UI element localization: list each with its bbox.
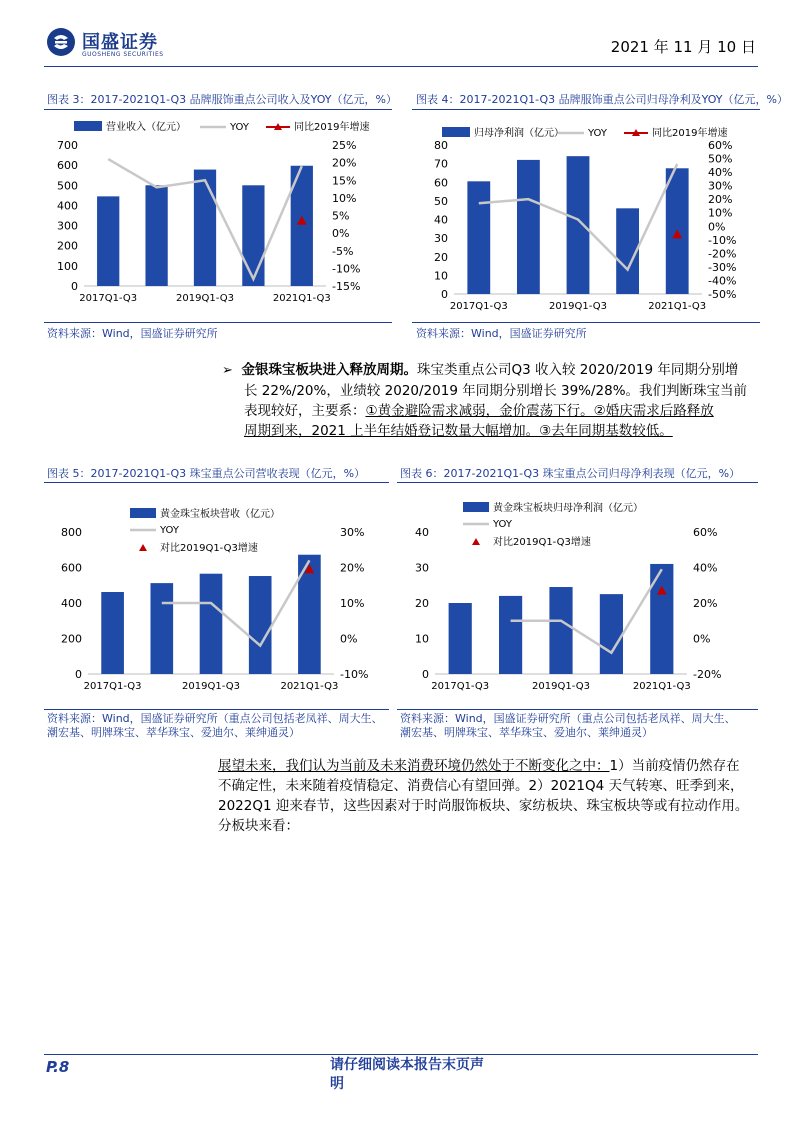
fig4-y2-tick: 60% <box>708 139 733 152</box>
page-number: P.8 <box>46 1058 70 1076</box>
figure-4-chart <box>412 111 760 316</box>
fig3-y2-tick: 0% <box>332 227 350 241</box>
fig5-bar <box>249 576 272 674</box>
fig3-y-tick: 100 <box>57 259 78 273</box>
outlook-line1a: 展望未来，我们认为当前及未来消费环境仍然处于不断变化之中： <box>218 758 610 774</box>
figure-4-title-rule <box>412 109 760 110</box>
fig6-y2-tick: 60% <box>693 526 718 539</box>
fig4-y2-tick: 0% <box>708 220 726 234</box>
fig6-x-tick: 2021Q1-Q3 <box>632 681 691 692</box>
figure-6-bottom-rule <box>397 709 758 710</box>
fig3-y2-tick: -10% <box>332 262 361 276</box>
fig5-bar <box>101 592 124 674</box>
logo-subtext: GUOSHENG SECURITIES <box>82 51 164 58</box>
fig6-y-tick: 30 <box>415 561 429 575</box>
fig6-y2-tick: 40% <box>693 561 718 575</box>
fig6-x-tick: 2019Q1-Q3 <box>532 681 590 692</box>
fig6-legend-marker-swatch <box>472 538 480 545</box>
fig3-y-tick: 400 <box>57 199 78 213</box>
fig3-legend-marker-label: 同比2019年增速 <box>294 122 370 133</box>
jewelry-line3a: 表现较好，主要系： <box>244 403 366 419</box>
fig5-y-tick: 800 <box>61 526 82 539</box>
fig4-y-tick: 50 <box>434 194 448 208</box>
fig5-legend-marker-label: 对比2019Q1-Q3增速 <box>160 543 258 554</box>
fig4-y-tick: 80 <box>434 139 448 152</box>
fig3-y2-tick: -15% <box>332 280 361 293</box>
fig3-legend-line-label: YOY <box>230 122 249 133</box>
fig5-legend-bar-swatch <box>130 508 156 518</box>
fig5-y2-tick: 10% <box>340 597 365 610</box>
figure-3-chart <box>44 111 392 316</box>
fig5-y-tick: 600 <box>61 561 82 575</box>
outlook-line1b: 1）当前疫情仍然存在 <box>609 758 740 774</box>
fig3-y2-tick: -5% <box>332 244 354 258</box>
figure-6-chart <box>397 488 758 706</box>
fig4-y2-tick: -50% <box>708 288 737 301</box>
fig4-y2-tick: -30% <box>708 260 737 274</box>
fig5-x-tick: 2021Q1-Q3 <box>280 681 339 692</box>
fig4-legend-line-label: YOY <box>588 128 607 139</box>
fig5-y2-tick: 0% <box>340 632 358 646</box>
figure-3-title: 图表 3：2017-2021Q1-Q3 品牌服饰重点公司收入及YOY（亿元，%） <box>47 93 397 106</box>
fig4-bar <box>517 160 540 294</box>
fig4-x-tick: 2019Q1-Q3 <box>549 301 607 312</box>
fig3-x-tick: 2019Q1-Q3 <box>176 293 234 304</box>
fig3-x-tick: 2021Q1-Q3 <box>272 293 331 304</box>
fig4-legend-bar-label: 归母净利润（亿元） <box>474 128 564 139</box>
fig3-y-tick: 300 <box>57 219 78 233</box>
figure-4-title: 图表 4：2017-2021Q1-Q3 品牌服饰重点公司归母净利及YOY（亿元，%） <box>416 93 788 106</box>
fig3-y-tick: 700 <box>57 139 78 152</box>
fig4-y2-tick: 30% <box>708 179 733 193</box>
fig4-y2-tick: 10% <box>708 206 733 220</box>
bullet-arrow-icon: ➢ <box>222 363 233 378</box>
fig5-legend-line-label: YOY <box>160 525 179 536</box>
fig4-y-tick: 60 <box>434 176 448 190</box>
fig6-bar <box>499 596 522 674</box>
fig6-legend-line-label: YOY <box>493 519 512 530</box>
fig4-y-tick: 40 <box>434 213 448 227</box>
fig3-x-tick: 2017Q1-Q3 <box>79 293 138 304</box>
fig3-bar <box>194 170 216 286</box>
fig5-bar <box>200 574 223 674</box>
fig5-y2-tick: 30% <box>340 526 365 539</box>
fig3-y-tick: 500 <box>57 179 78 193</box>
fig5-bar <box>150 583 173 674</box>
fig6-y-tick: 0 <box>422 668 429 681</box>
fig4-y2-tick: 50% <box>708 152 733 166</box>
fig4-bar <box>567 156 590 294</box>
jewelry-line4: 周期到来，2021 上半年结婚登记数量大幅增加。③去年同期基数较低。 <box>244 423 673 439</box>
fig3-bar <box>145 185 167 286</box>
fig4-y-tick: 10 <box>434 269 448 283</box>
fig3-y-tick: 0 <box>71 280 78 293</box>
fig4-bar <box>467 181 490 294</box>
fig5-yoy-line <box>162 560 310 645</box>
fig6-y2-tick: -20% <box>693 668 722 681</box>
fig4-legend-marker-label: 同比2019年增速 <box>652 128 728 139</box>
fig5-y-tick: 400 <box>61 597 82 610</box>
fig3-y2-tick: 15% <box>332 174 357 188</box>
fig6-legend-bar-swatch <box>463 502 489 512</box>
figure-5-title-rule <box>44 482 389 483</box>
figure-6-title: 图表 6：2017-2021Q1-Q3 珠宝重点公司归母净利表现（亿元，%） <box>400 467 741 480</box>
fig3-y2-tick: 10% <box>332 191 357 205</box>
figure-6-source <box>400 712 736 740</box>
figure-5-source-line1: 资料来源：Wind，国盛证券研究所（重点公司包括老凤祥、周大生、 <box>47 712 383 725</box>
figure-6-source-line1: 资料来源：Wind，国盛证券研究所（重点公司包括老凤祥、周大生、 <box>400 712 736 725</box>
figure-4-bottom-rule <box>412 322 760 323</box>
figure-3-source: 资料来源：Wind，国盛证券研究所 <box>47 327 218 340</box>
fig6-x-tick: 2017Q1-Q3 <box>431 681 490 692</box>
fig6-bar <box>600 594 623 674</box>
fig3-y2-tick: 25% <box>332 139 357 152</box>
outlook-line2: 不确定性，未来随着疫情稳定、消费信心有望回弹。2）2021Q4 天气转寒、旺季到来， <box>218 778 744 794</box>
header-divider <box>44 66 758 67</box>
logo-icon <box>46 27 76 57</box>
outlook-paragraph <box>218 756 758 836</box>
fig4-y2-tick: 40% <box>708 166 733 180</box>
fig6-y2-tick: 0% <box>693 632 711 646</box>
fig4-x-tick: 2021Q1-Q3 <box>648 301 707 312</box>
fig6-bar <box>449 603 472 674</box>
jewelry-line1: 珠宝类重点公司Q3 收入较 2020/2019 年同期分别增 <box>417 362 739 378</box>
fig6-bar <box>549 587 572 674</box>
fig6-y2-tick: 20% <box>693 597 718 610</box>
outlook-line3: 2022Q1 迎来春节，这些因素对于时尚服饰板块、家纺板块、珠宝板块等或有拉动作用。 <box>218 798 749 814</box>
fig3-bar <box>242 185 264 286</box>
fig4-y2-tick: -40% <box>708 274 737 288</box>
fig4-x-tick: 2017Q1-Q3 <box>449 301 508 312</box>
figure-4-source: 资料来源：Wind，国盛证券研究所 <box>416 327 587 340</box>
fig4-y2-tick: 20% <box>708 193 733 207</box>
footer-disclaimer: 请仔细阅读本报告末页声明 <box>330 1057 484 1092</box>
fig6-y-tick: 40 <box>415 526 429 539</box>
fig4-y2-tick: -10% <box>708 233 737 247</box>
figure-6-title-rule <box>397 482 758 483</box>
fig4-y2-tick: -20% <box>708 247 737 261</box>
fig5-legend-bar-label: 黄金珠宝板块营收（亿元） <box>160 509 280 520</box>
fig3-y2-tick: 20% <box>332 156 357 170</box>
fig5-legend-marker-swatch <box>139 544 147 551</box>
fig5-x-tick: 2019Q1-Q3 <box>182 681 240 692</box>
logo-text: 国盛证券 <box>82 32 158 53</box>
fig5-x-tick: 2017Q1-Q3 <box>83 681 142 692</box>
fig3-legend-bar-swatch <box>74 121 102 131</box>
fig4-y-tick: 70 <box>434 157 448 171</box>
jewelry-bullet-paragraph <box>222 360 758 441</box>
jewelry-line2: 长 22%/20%，业绩较 2020/2019 年同期分别增长 39%/28%。我们判断珠宝当前 <box>244 383 748 399</box>
outlook-line4: 分板块来看： <box>218 818 299 834</box>
figure-5-bottom-rule <box>44 709 389 710</box>
figure-3-title-rule <box>44 109 392 110</box>
figure-5-chart <box>44 488 389 706</box>
report-date: 2021 年 11 月 10 日 <box>610 38 756 56</box>
fig6-yoy-line <box>511 569 662 652</box>
fig4-y-tick: 20 <box>434 250 448 264</box>
fig6-legend-bar-label: 黄金珠宝板块归母净利润（亿元） <box>493 503 643 514</box>
figure-6-source-line2: 潮宏基、明牌珠宝、萃华珠宝、爱迪尔、莱绅通灵） <box>400 726 653 739</box>
figure-5-title: 图表 5：2017-2021Q1-Q3 珠宝重点公司营收表现（亿元，%） <box>47 467 366 480</box>
fig3-y2-tick: 5% <box>332 209 350 223</box>
fig5-y2-tick: -10% <box>340 668 369 681</box>
fig6-y-tick: 20 <box>415 597 429 610</box>
fig5-y-tick: 200 <box>61 632 82 646</box>
figure-5-source-line2: 潮宏基、明牌珠宝、萃华珠宝、爱迪尔、莱绅通灵） <box>47 726 300 739</box>
footer-divider <box>44 1054 758 1055</box>
jewelry-heading: 金银珠宝板块进入释放周期。 <box>241 362 417 378</box>
fig3-y-tick: 600 <box>57 159 78 173</box>
figure-3-bottom-rule <box>44 322 392 323</box>
fig6-legend-marker-label: 对比2019Q1-Q3增速 <box>493 537 591 548</box>
fig4-y-tick: 30 <box>434 232 448 246</box>
fig6-y-tick: 10 <box>415 632 429 646</box>
fig4-legend-bar-swatch <box>442 127 470 137</box>
fig5-y-tick: 0 <box>75 668 82 681</box>
fig3-legend-bar-label: 营业收入（亿元） <box>106 122 186 133</box>
fig3-y-tick: 200 <box>57 239 78 253</box>
fig4-y-tick: 0 <box>441 288 448 301</box>
fig3-bar <box>97 196 119 286</box>
jewelry-line3b: ①黄金避险需求减弱，金价震荡下行。②婚庆需求后路释放 <box>365 403 714 419</box>
fig5-y2-tick: 20% <box>340 561 365 575</box>
figure-5-source <box>47 712 383 740</box>
